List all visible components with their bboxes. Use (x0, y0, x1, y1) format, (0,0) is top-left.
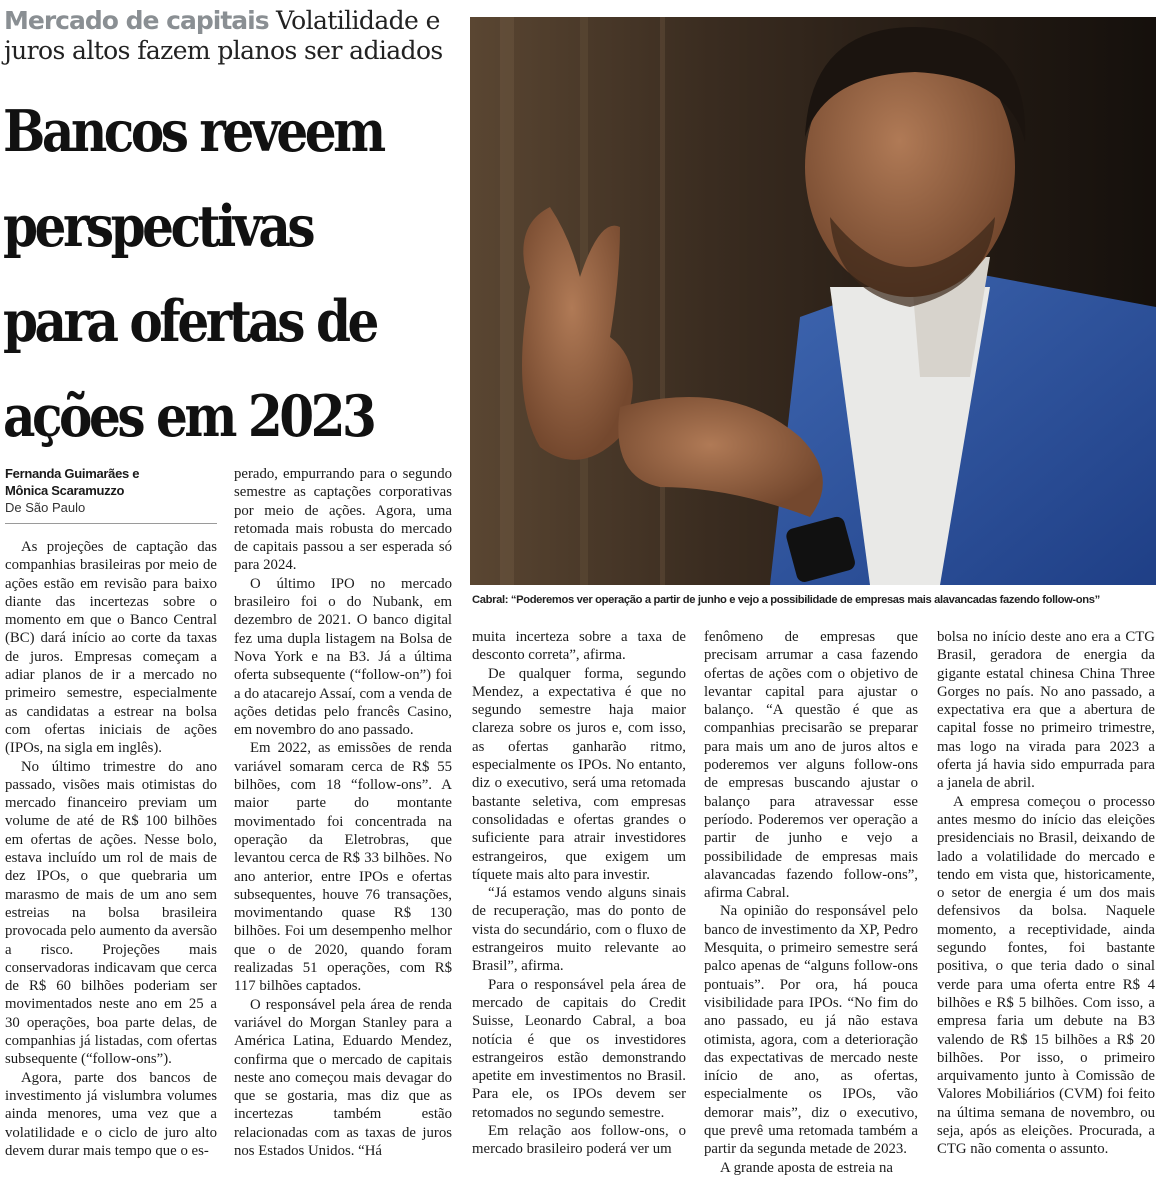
paragraph: “Já estamos vendo alguns sinais de recuperação, mas do ponto de vista do secundário, com o fluxo de estrangeiros muito relevante ao Brasil”, afirma. (472, 885, 686, 975)
paragraph: O último IPO no mercado brasileiro foi o do Nubank, em dezembro de 2021. O banco digital fez uma dupla listagem na Bolsa de Nova York e na B3. Já a última oferta subsequente (“follow-on”) foi a do atacarejo Assaí, com a venda de ações detidas pelo francês Casino, em novembro do ano passado. (234, 575, 452, 739)
paragraph: Na opinião do responsável pelo banco de investimento da XP, Pedro Mesquita, o primeiro semestre será palco apenas de “alguns follow-ons pontuais”. Por ora, há pouca visibilidade para IPOs. “No fim do ano passado, eu já não estava otimista, agora, com a deterioração das expectativas de mercado neste início de ano, as ofertas, especialmente os IPOs, vão demorar mais”, diz o executivo, que prevê uma retomada também a partir da segunda metade de 2023. (704, 903, 918, 1158)
article-photo (470, 17, 1156, 585)
paragraph: Em 2022, as emissões de renda variável somaram cerca de R$ 55 bilhões, com 18 “follow-ons”. A maior parte do montante movimentado foi concentrada na operação da Eletrobras, que levantou cerca de R$ 33 bilhões. No ano anterior, entre IPOs e ofertas subsequentes, houve 76 transações, movimentando quase R$ 130 bilhões. Foi um desempenho melhor que o de 2020, quando foram realizadas 51 operações, com R$ 117 bilhões captados. (234, 740, 452, 995)
headline: Bancos reveem perspectivas para ofertas de ações em 2023 (3, 98, 383, 450)
paragraph: De qualquer forma, segundo Mendez, a expectativa é que no segundo semestre haja maior clareza sobre os juros e, com isso, as ofertas ganharão ritmo, especialmente os IPOs. No entanto, diz o executivo, será uma retomada bastante seletiva, com empresas consolidadas e ofertas grandes o suficiente para atrair investidores estrangeiros, que exigem um tíquete mais alto para investir. (472, 665, 686, 883)
paragraph: Para o responsável pela área de mercado de capitais do Credit Suisse, Leonardo Cabral, a boa notícia é que os investidores estrangeiros estão demonstrando apetite em investimentos no Brasil. Para ele, os IPOs devem ser retomados no segundo semestre. (472, 976, 686, 1121)
portrait-illustration (470, 17, 1156, 585)
article-column-4 (704, 628, 918, 1177)
byline-place: De São Paulo (5, 500, 86, 515)
author-1: Fernanda Guimarães e (5, 466, 140, 481)
section-tag: Mercado de capitais (4, 6, 269, 35)
paragraph: A empresa começou o processo antes mesmo do início das eleições presidenciais no Brasil, deixando de lado a volatilidade do mercado e tendo em vista que, historicamente, o setor de energia é um dos mais defensivos da bolsa. Naquele momento, a receptividade, ainda segundo fontes, foi bastante positiva, o que teria dado o sinal verde para uma oferta entre R$ 4 bilhões e R$ 5 bilhões. Com isso, a empresa faria um debute na B3 valendo de R$ 15 bilhões a R$ 20 bilhões. Por isso, o primeiro arquivamento junto à Comissão de Valores Mobiliários (CVM) foi feito na última semana de novembro, ou seja, após as eleições. Procurada, a CTG não comenta o assunto. (937, 793, 1155, 1158)
photo-caption: Cabral: “Poderemos ver operação a partir de junho e vejo a possibilidade de empresas mais alavancadas fazendo follow-ons” (472, 594, 1100, 606)
paragraph: muita incerteza sobre a taxa de desconto correta”, afirma. (472, 629, 686, 664)
byline-divider (5, 523, 217, 524)
kicker-subtitle: Volatilidade e juros altos fazem planos ser adiados (4, 6, 443, 65)
article-column-2 (234, 465, 452, 1160)
author-2: Mônica Scaramuzzo (5, 483, 125, 498)
paragraph: Em relação aos follow-ons, o mercado brasileiro poderá ver um (472, 1123, 686, 1158)
paragraph: O responsável pela área de renda variável do Morgan Stanley para a América Latina, Eduardo Mendez, confirma que o mercado de capitais neste ano começou mais devagar do que se gostaria, mas diz que as incertezas também estão relacionadas com as taxas de juros nos Estados Unidos. “Há (234, 996, 452, 1159)
article-column-1 (5, 538, 217, 1160)
paragraph: As projeções de captação das companhias brasileiras por meio de ações estão em revisão para baixo diante das incertezas sobre o momento em que o Banco Central (BC) dará início ao corte da taxas de juros. Empresas começam a adiar planos de ir a mercado no primeiro semestre, especialmente as candidatas a estrear na bolsa com ofertas iniciais de ações (IPOs, na sigla em inglês). (5, 539, 217, 757)
article-column-3 (472, 628, 686, 1159)
paragraph: bolsa no início deste ano era a CTG Brasil, geradora de energia da gigante estatal chinesa China Three Gorges no país. No ano passado, a expectativa era que a abertura de capital fosse no primeiro trimestre, mas logo na virada para 2023 a oferta já havia sido empurrada para a janela de abril. (937, 629, 1155, 792)
paragraph: A grande aposta de estreia na (720, 1159, 893, 1176)
article-column-5 (937, 628, 1155, 1159)
kicker (4, 6, 454, 66)
byline (5, 465, 217, 516)
paragraph: No último trimestre do ano passado, visões mais otimistas do mercado financeiro previam um volume de até de R$ 100 bilhões em ofertas de ações. Nesse bolo, estava incluído um rol de mais de dez IPOs, o que quebraria um marasmo de mais de um ano sem estreias na bolsa brasileira provocada pelo aumento da aversão a risco. Projeções mais conservadoras indicavam que cerca de R$ 60 bilhões poderiam ser movimentados neste ano em 25 a 30 operações, boa parte delas, de companhias já listadas, com ofertas subsequente (“follow-ons”). (5, 758, 217, 1068)
paragraph: Agora, parte dos bancos de investimento já vislumbra volumes ainda menores, uma vez que a volatilidade e o ciclo de juro alto devem durar mais tempo que o es- (5, 1069, 217, 1159)
paragraph: fenômeno de empresas que precisam arrumar a casa fazendo ofertas de ações com o objetivo de levantar capital para ajustar o balanço. “A questão é que as companhias precisarão se preparar para mais um ano de juros altos e poderemos ver alguns follow-ons de empresas buscando ajustar o balanço para atravessar esse período. Poderemos ver operação a partir de junho e vejo a possibilidade de empresas mais alavancadas fazendo follow-ons”, afirma Cabral. (704, 629, 918, 902)
paragraph: perado, empurrando para o segundo semestre as captações corporativas por meio de ações. Agora, uma retomada mais robusta do mercado de capitais passou a ser esperada só para 2024. (234, 466, 452, 574)
